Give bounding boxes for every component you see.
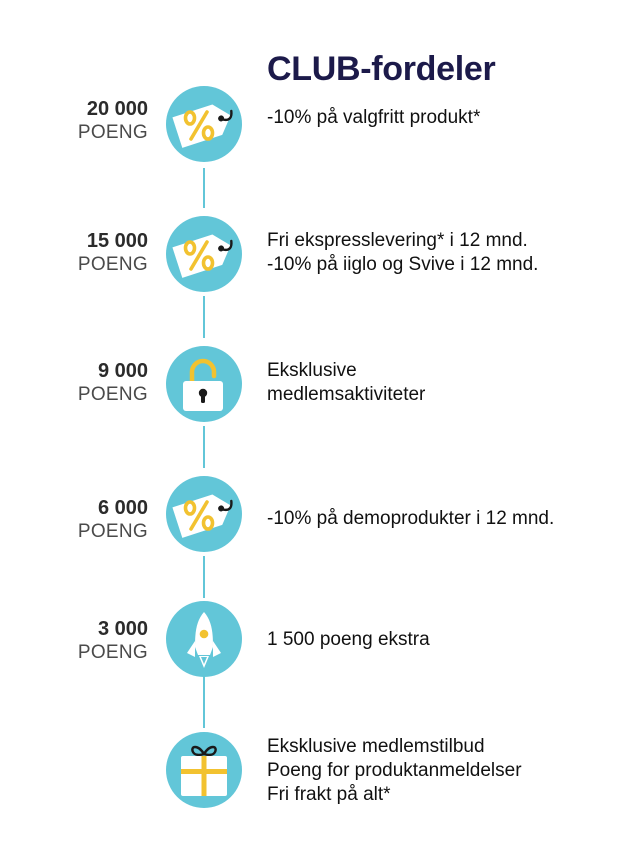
- benefit-line: -10% på demoprodukter i 12 mnd.: [267, 508, 555, 529]
- benefit-line: Eksklusive medlemstilbud: [267, 736, 485, 757]
- timeline-connector: [203, 296, 205, 338]
- tier-icon-circle: [166, 216, 242, 292]
- benefit-line: Fri ekspresslevering* i 12 mnd.: [267, 230, 528, 251]
- tier-points: [0, 97, 148, 145]
- timeline-connector: [203, 426, 205, 468]
- tier-icon-circle: [166, 86, 242, 162]
- benefit-line: medlemsaktiviteter: [267, 384, 426, 405]
- points-value: 3 000: [97, 618, 148, 640]
- tier-icon-circle: [166, 476, 242, 552]
- benefit-line: -10% på valgfritt produkt*: [267, 107, 481, 128]
- tier-points: [0, 359, 148, 407]
- tier-points: [0, 229, 148, 277]
- benefit-line: Poeng for produktanmeldelser: [267, 760, 522, 781]
- points-unit: POENG: [77, 521, 148, 542]
- points-value: 9 000: [97, 360, 148, 382]
- tier-benefits: [267, 229, 538, 277]
- points-value: 6 000: [97, 497, 148, 519]
- rocket-icon: [166, 601, 242, 677]
- gift-icon: [166, 732, 242, 808]
- tier-points: [0, 617, 148, 665]
- benefit-line: Eksklusive: [267, 360, 357, 381]
- percent-tag-icon: [166, 216, 242, 292]
- percent-tag-icon: [166, 476, 242, 552]
- tier-icon-circle: [166, 346, 242, 422]
- page-title: CLUB-fordeler: [267, 50, 496, 88]
- points-unit: POENG: [77, 122, 148, 143]
- benefit-line: Fri frakt på alt*: [267, 784, 391, 805]
- timeline-connector: [203, 168, 205, 208]
- points-unit: POENG: [77, 642, 148, 663]
- tier-benefits: [267, 628, 430, 652]
- benefit-line: -10% på iiglo og Svive i 12 mnd.: [267, 254, 539, 275]
- unlocked-padlock-icon: [166, 346, 242, 422]
- tier-icon-circle: [166, 732, 242, 808]
- points-unit: POENG: [77, 254, 148, 275]
- points-value: 15 000: [86, 230, 148, 252]
- benefit-line: 1 500 poeng ekstra: [267, 629, 430, 650]
- tier-points: [0, 496, 148, 544]
- tier-benefits: [267, 507, 554, 531]
- tier-benefits: [267, 359, 425, 407]
- percent-tag-icon: [166, 86, 242, 162]
- timeline-connector: [203, 676, 205, 728]
- tier-benefits: [267, 735, 522, 807]
- points-value: 20 000: [86, 98, 148, 120]
- timeline-connector: [203, 556, 205, 598]
- points-unit: POENG: [77, 384, 148, 405]
- tier-benefits: [267, 106, 480, 130]
- tier-icon-circle: [166, 601, 242, 677]
